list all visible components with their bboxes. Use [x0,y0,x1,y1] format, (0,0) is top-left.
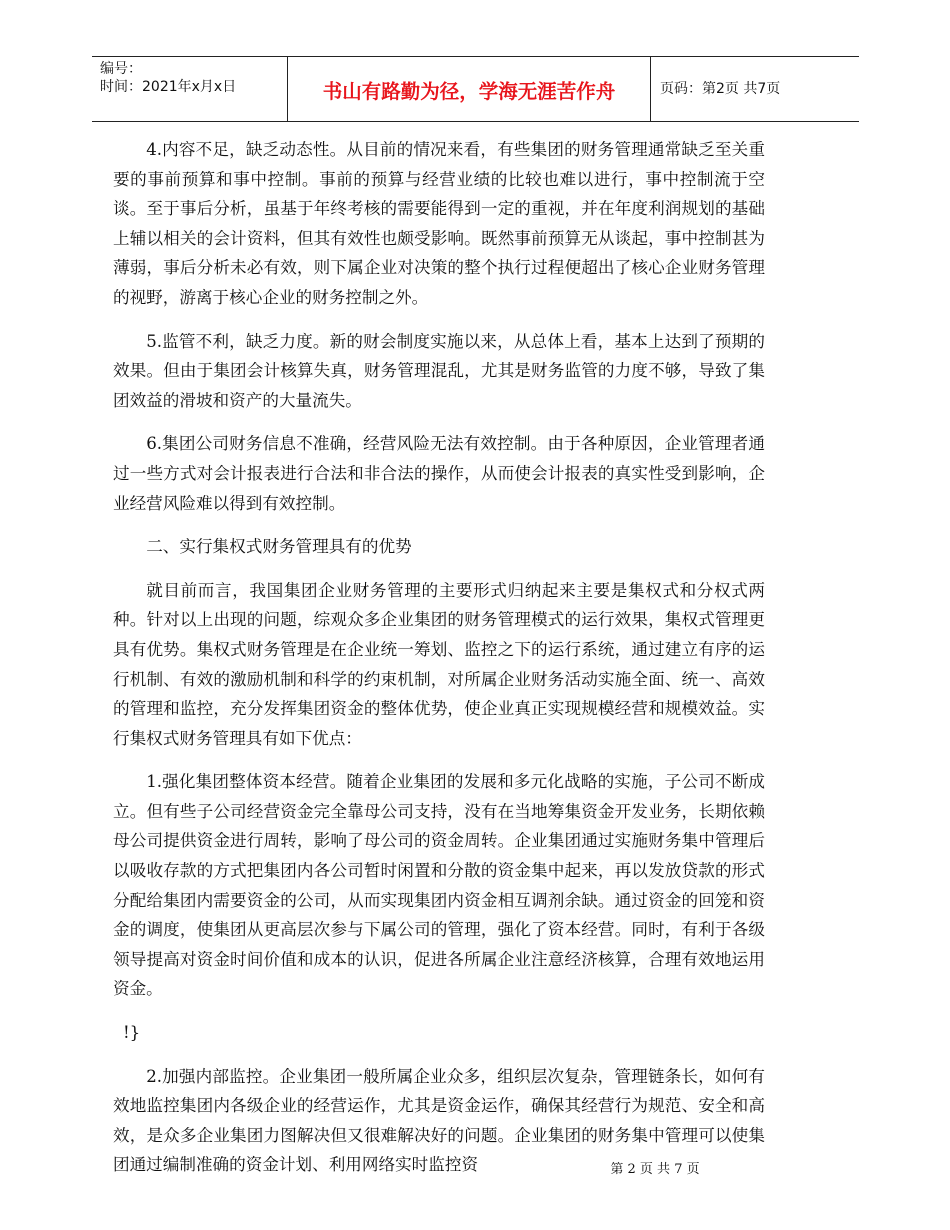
motto-text: 书山有路勤为径，学海无涯苦作舟 [322,80,616,103]
section-heading-centralized-advantage: 二、实行集权式财务管理具有的优势 [146,537,412,557]
paragraph-supervision: 5.监管不利，缺乏力度。新的财会制度实施以来，从总体上看，基本上达到了预期的效果。但由于集团会计核算失真，财务管理混乱，尤其是财务监管的力度不够，导致了集团效益的滑坡和资产的大量流失。 [113,331,765,410]
paragraph-financial-info: 6.集团公司财务信息不准确，经营风险无法有效控制。由于各种原因，企业管理者通过一些方式对会计报表进行合法和非合法的操作，从而使会计报表的真实性受到影响，企业经营风险难以得到有效控制。 [113,434,765,513]
page-info: 页码：第2页 共7页 [660,81,781,97]
paragraph-internal-monitoring: 2.加强内部监控。企业集团一般所属企业众多，组织层次复杂，管理链条长，如何有效地监控集团内各级企业的经营运作，尤其是资金运作，确保其经营行为规范、安全和高效，是众多企业集团力图解决但又很难解决好的问题。企业集团的财务集中管理可以使集团通过编制准确的资金计划、利用网络实时监控资 [113,1066,765,1175]
time-line: 时间：2021年x月x日 [100,79,237,95]
header-divider-right [650,56,651,121]
paragraph-capital-operation: 1.强化集团整体资本经营。随着企业集团的发展和多元化战略的实施，子公司不断成立。但有些子公司经营资金完全靠母公司支持，没有在当地筹集资金开发业务，长期依赖母公司提供资金进行周转，影响了母公司的资金周转。企业集团通过实施财务集中管理后以吸收存款的方式把集团内各公司暂时闲置和分散的资金集中起来，再以发放贷款的形式分配给集团内需要资金的公司，从而实现集团内资金相互调剂余缺。通过资金的回笼和资金的调度，使集团从更高层次参与下属公司的管理，强化了资本经营。同时，有利于各级领导提高对资金时间价值和成本的认识，促进各所属企业注意经济核算，合理有效地运用资金。 [113,772,765,999]
page-footer [0,1158,950,1177]
doc-number-label: 编号： [100,61,142,77]
paragraph-centralized-overview: 就目前而言，我国集团企业财务管理的主要形式归纳起来主要是集权式和分权式两种。针对以上出现的问题，综观众多企业集团的财务管理模式的运行效果，集权式管理更具有优势。集权式财务管理是在企业统一筹划、监控之下的运行系统，通过建立有序的运行机制、有效的激励机制和科学的约束机制，对所属企业财务活动实施全面、统一、高效的管理和监控，充分发挥集团资金的整体优势，使企业真正实现规模经营和规模效益。实行集权式财务管理具有如下优点： [113,580,765,748]
document-body [113,135,765,1194]
paragraph-dynamic-deficiency: 4.内容不足，缺乏动态性。从目前的情况来看，有些集团的财务管理通常缺乏至关重要的事前预算和事中控制。事前的预算与经营业绩的比较也难以进行，事中控制流于空谈。至于事后分析，虽基于年终考核的需要能得到一定的重视，并在年度利润规划的基础上辅以相关的会计资料，但其有效性也颇受影响。既然事前预算无从谈起，事中控制甚为薄弱，事后分析未必有效，则下属企业对决策的整个执行过程便超出了核心企业财务管理的视野，游离于核心企业的财务控制之外。 [113,140,765,307]
footer-page-number: 第 2 页 共 7 页 [610,1162,700,1177]
header-bottom-rule [92,121,859,122]
stray-symbol: !} [122,1023,141,1043]
header-top-rule [92,56,859,57]
